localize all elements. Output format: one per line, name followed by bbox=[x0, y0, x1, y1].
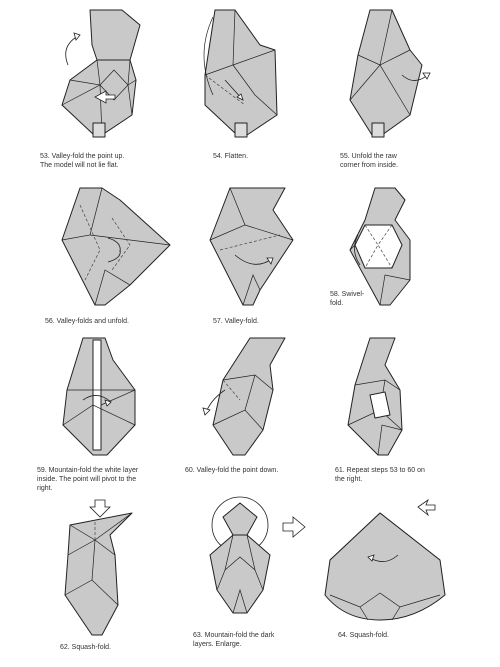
step-56-caption: 56. Valley-folds and unfold. bbox=[45, 318, 129, 325]
arrow-icon bbox=[66, 35, 80, 65]
step-60-caption: 60. Valley-fold the point down. bbox=[185, 467, 279, 474]
step-58 bbox=[330, 180, 490, 330]
step-63-caption: 63. Mountain-fold the dark layers. Enlarge. bbox=[193, 632, 275, 648]
step-58-caption: 58. Swivel- fold. bbox=[330, 291, 365, 307]
enlarge-arrow-icon bbox=[283, 517, 305, 537]
step-57-diagram bbox=[185, 180, 335, 315]
step-56 bbox=[40, 180, 190, 330]
step-59-diagram bbox=[35, 330, 195, 465]
step-57 bbox=[185, 180, 335, 330]
step-61-diagram bbox=[330, 330, 490, 465]
step-61-caption: 61. Repeat steps 53 to 60 on the right. bbox=[335, 467, 425, 483]
step-54-caption: 54. Flatten. bbox=[213, 153, 249, 160]
push-arrow-icon bbox=[418, 500, 435, 515]
step-62 bbox=[40, 495, 190, 660]
step-57-caption: 57. Valley-fold. bbox=[213, 318, 259, 325]
step-55-caption: 55. Unfold the raw corner from inside. bbox=[340, 153, 398, 169]
step-54-diagram bbox=[185, 5, 335, 150]
step-53-diagram bbox=[40, 5, 190, 150]
step-62-caption: 62. Squash-fold. bbox=[60, 644, 111, 651]
step-59-caption: 59. Mountain-fold the white layer inside. The point will pivot to the right. bbox=[37, 467, 139, 492]
step-53 bbox=[40, 5, 190, 180]
step-64-caption: 64. Squash-fold. bbox=[338, 632, 389, 639]
step-61 bbox=[330, 330, 490, 520]
step-63 bbox=[185, 495, 335, 660]
step-56-diagram bbox=[40, 180, 190, 315]
step-62-diagram bbox=[40, 495, 190, 640]
step-55 bbox=[330, 5, 490, 180]
step-64 bbox=[320, 495, 490, 660]
push-arrow-icon bbox=[90, 500, 110, 517]
step-53-caption: 53. Valley-fold the point up. The model will not lie flat. bbox=[40, 153, 125, 169]
step-54 bbox=[185, 5, 335, 180]
step-60 bbox=[185, 330, 335, 520]
step-55-diagram bbox=[330, 5, 490, 150]
step-60-diagram bbox=[185, 330, 335, 465]
step-59 bbox=[35, 330, 195, 520]
step-64-diagram bbox=[320, 495, 490, 630]
step-63-diagram bbox=[185, 495, 335, 630]
